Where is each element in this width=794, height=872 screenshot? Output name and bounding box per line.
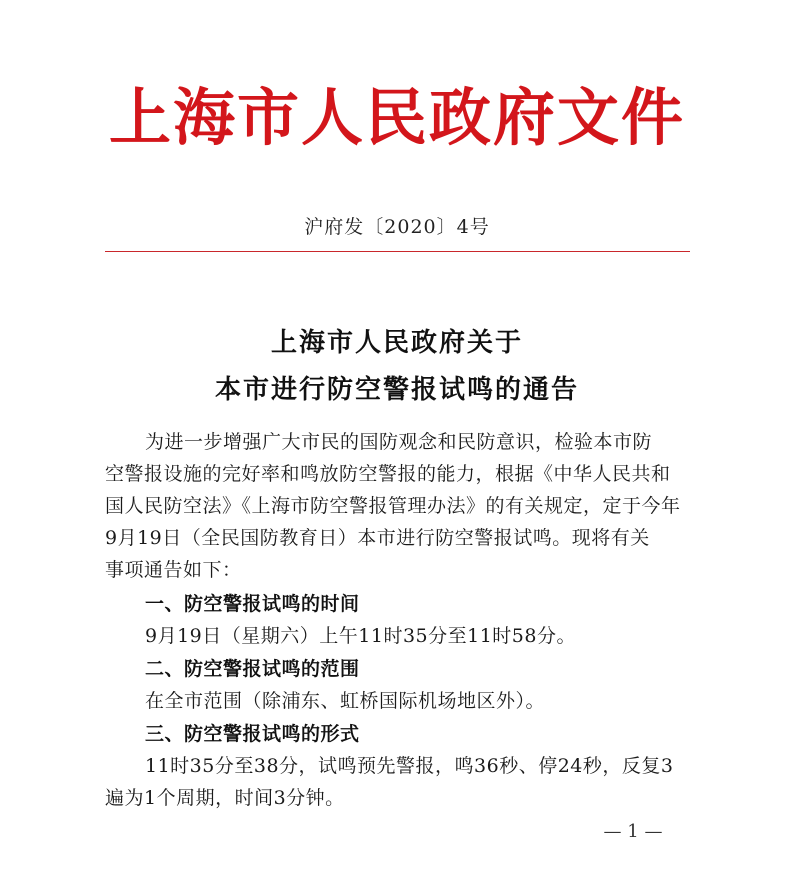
notice-title-line-1: 上海市人民政府关于 <box>270 328 523 358</box>
intro-paragraph-line: 9月19日（全民国防教育日）本市进行防空警报试鸣。现将有关 <box>105 527 650 549</box>
intro-paragraph-line: 国人民防空法》《上海市防空警报管理办法》的有关规定，定于今年 <box>105 495 681 517</box>
page-number: — 1 — <box>603 821 663 842</box>
section-heading-scope: 二、防空警报试鸣的范围 <box>145 658 360 680</box>
section-body-line: 11时35分至38分，试鸣预先警报，鸣36秒、停24秒，反复3 <box>145 755 674 777</box>
intro-paragraph-line: 为进一步增强广大市民的国防观念和民防意识，检验本市防 <box>145 431 653 453</box>
intro-paragraph-line: 事项通告如下： <box>105 559 242 581</box>
issuing-authority-header: 上海市人民政府文件 <box>108 81 685 154</box>
notice-title-line-2: 本市进行防空警报试鸣的通告 <box>214 375 579 405</box>
section-body-line: 9月19日（星期六）上午11时35分至11时58分。 <box>145 625 576 647</box>
section-heading-format: 三、防空警报试鸣的形式 <box>145 723 360 745</box>
red-separator-line <box>105 251 690 252</box>
section-heading-time: 一、防空警报试鸣的时间 <box>145 593 360 615</box>
section-body-line: 遍为1个周期，时间3分钟。 <box>105 787 345 809</box>
section-body-line: 在全市范围（除浦东、虹桥国际机场地区外）。 <box>145 690 546 712</box>
intro-paragraph-line: 空警报设施的完好率和鸣放防空警报的能力，根据《中华人民共和 <box>105 463 671 485</box>
document-number: 沪府发〔2020〕4号 <box>304 216 490 238</box>
